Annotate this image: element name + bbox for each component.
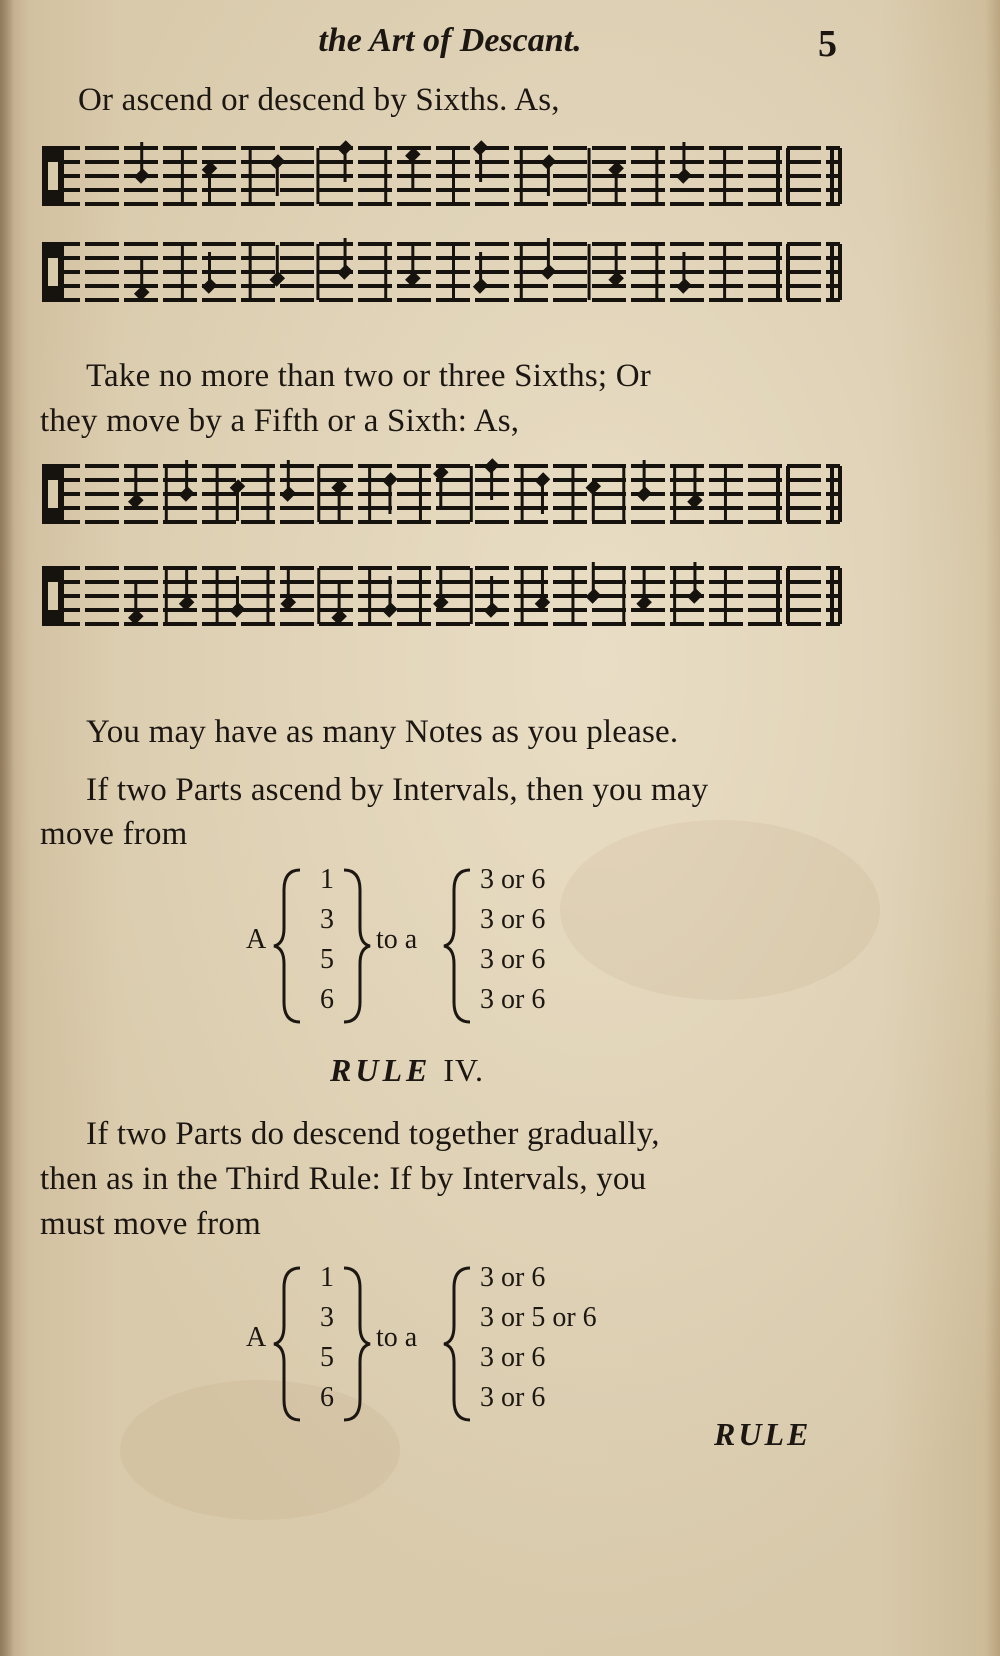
scheme-from-value: 5 (320, 944, 334, 975)
scheme-to-value: 3 or 6 (480, 904, 546, 935)
scheme-to-value: 3 or 6 (480, 984, 546, 1015)
scheme-from-value: 3 (320, 904, 334, 935)
scheme-from-value: 1 (320, 1262, 334, 1293)
music-example-2-staves (38, 456, 848, 686)
paragraph-many-notes: You may have as many Notes as you please. (86, 714, 679, 750)
music-example-1-staves (38, 140, 848, 340)
page-number: 5 (818, 23, 837, 65)
bass-clef-icon-inner (48, 582, 58, 610)
paragraph-descend-line-1: If two Parts do descend together gradually, (86, 1116, 660, 1152)
paragraph-sixths: Or ascend or descend by Sixths. As, (78, 82, 560, 118)
scheme-to-value: 3 or 6 (480, 944, 546, 975)
bass-clef-icon-inner (48, 258, 58, 286)
left-brace-icon (270, 866, 306, 1026)
scheme-to-value: 3 or 6 (480, 1262, 546, 1293)
scheme-to-value: 3 or 5 or 6 (480, 1302, 597, 1333)
scheme-connector-label: to a (376, 1322, 418, 1353)
scheme-from-value: 6 (320, 984, 334, 1015)
interval-scheme-ascending (240, 860, 640, 1030)
scheme-to-value: 3 or 6 (480, 864, 546, 895)
right-brace-icon (338, 866, 374, 1026)
scheme-from-value: 6 (320, 1382, 334, 1413)
catchword: RULE (714, 1416, 812, 1452)
treble-clef-icon-inner (48, 480, 58, 508)
paragraph-two-or-three-sixths-line-1: Take no more than two or three Sixths; Or (86, 358, 651, 394)
scheme-to-column (480, 1258, 597, 1418)
left-brace-icon (440, 866, 476, 1026)
paragraph-descend-line-3: must move from (40, 1206, 261, 1242)
rule-heading (330, 1052, 484, 1089)
paragraph-ascend-intervals-line-1: If two Parts ascend by Intervals, then you may (86, 772, 709, 808)
scheme-from-value: 3 (320, 1302, 334, 1333)
scheme-to-value: 3 or 6 (480, 1342, 546, 1373)
music-example-1 (38, 140, 848, 340)
paragraph-ascend-intervals-line-2: move from (40, 816, 188, 852)
scheme-lead-label: A (246, 1322, 267, 1353)
rule-heading-word: RULE (330, 1052, 432, 1088)
right-brace-icon (338, 1264, 374, 1424)
page-gutter-shadow (0, 0, 14, 1656)
scheme-connector-label: to a (376, 924, 418, 955)
scheme-to-column (480, 860, 545, 1020)
left-brace-icon (270, 1264, 306, 1424)
scheme-to-value: 3 or 6 (480, 1382, 546, 1413)
running-title: the Art of Descant. (318, 22, 582, 59)
interval-scheme-descending (240, 1258, 700, 1428)
paragraph-descend-line-2: then as in the Third Rule: If by Intervals, you (40, 1161, 647, 1197)
scheme-lead-label: A (246, 924, 267, 955)
scheme-from-value: 1 (320, 864, 334, 895)
rule-heading-number: IV. (443, 1052, 484, 1088)
treble-clef-icon-inner (48, 162, 58, 190)
scheme-from-value: 5 (320, 1342, 334, 1373)
left-brace-icon (440, 1264, 476, 1424)
paragraph-two-or-three-sixths-line-2: they move by a Fifth or a Sixth: As, (40, 403, 520, 439)
music-example-2 (38, 456, 848, 686)
